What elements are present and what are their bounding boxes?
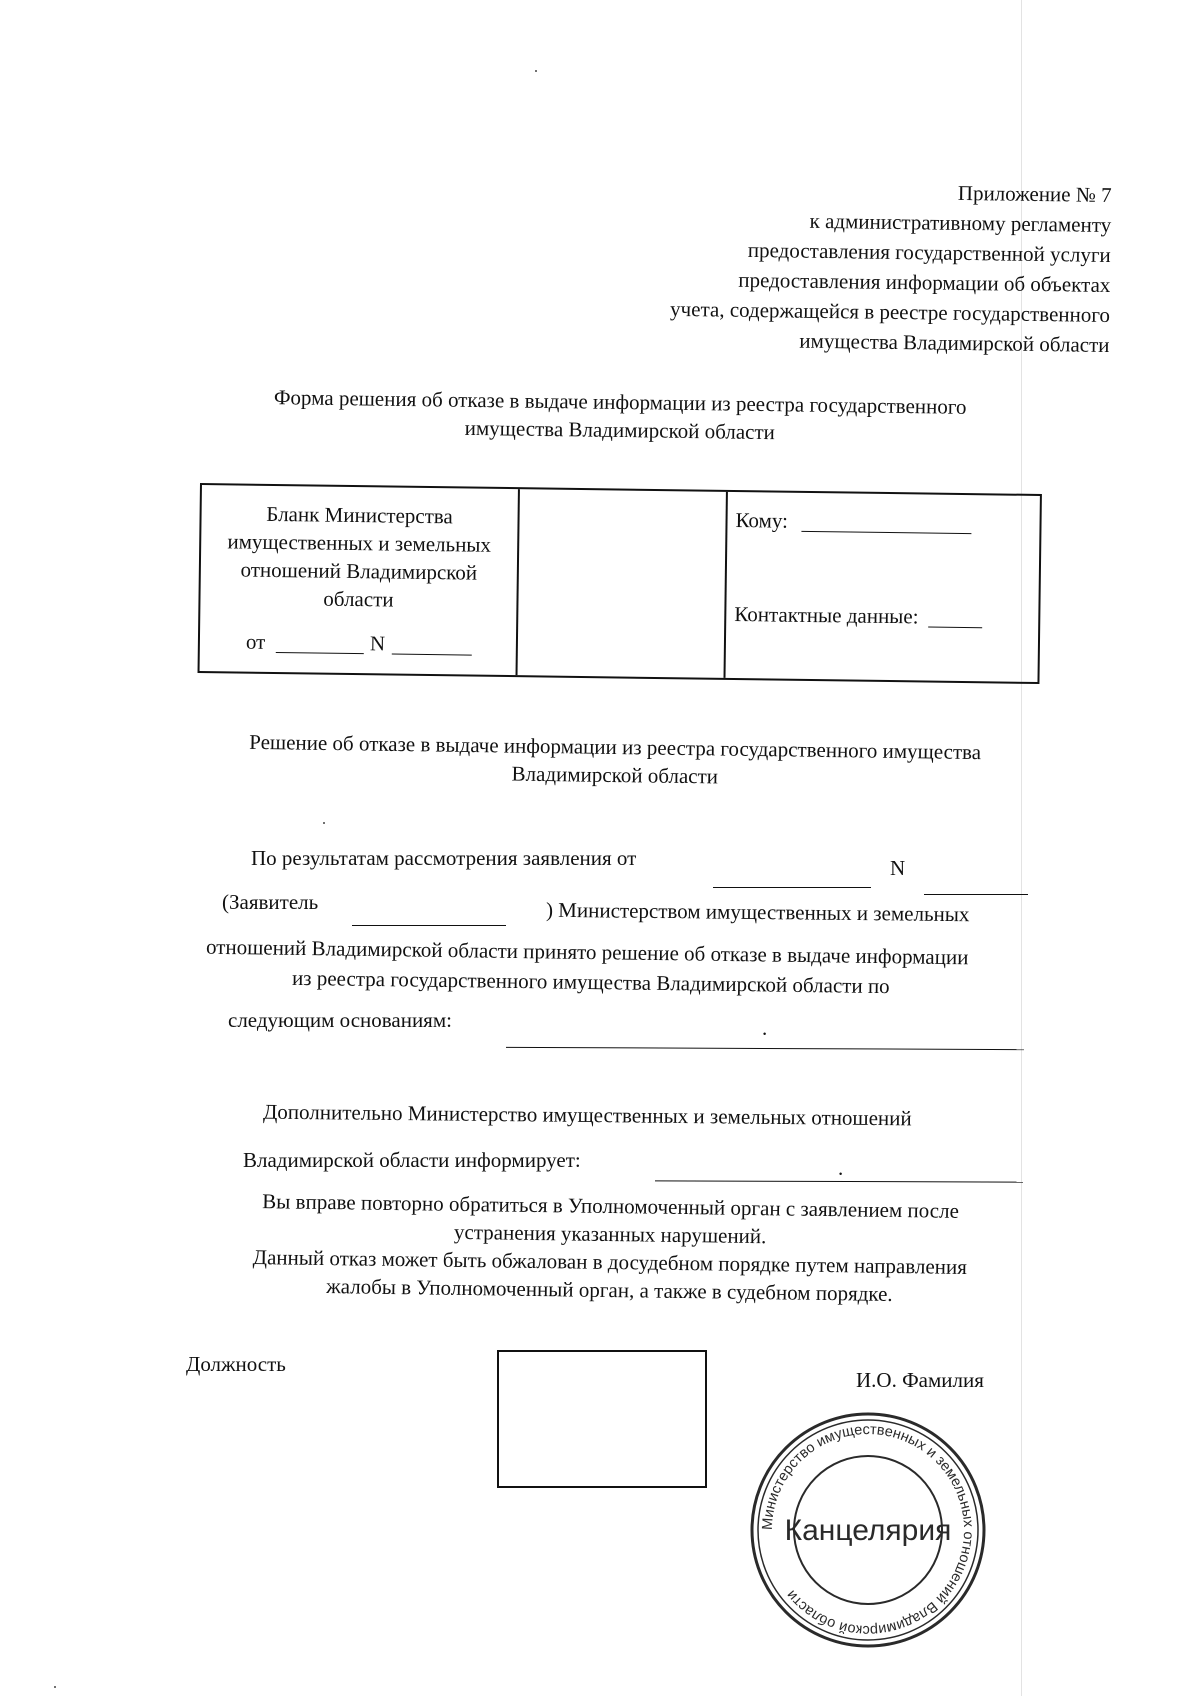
recipient-cell bbox=[723, 492, 1039, 682]
blank-line: Бланк Министерства bbox=[266, 501, 453, 529]
additional-line-1: Дополнительно Министерство имущественных и земельных отношений bbox=[262, 1099, 912, 1131]
stamp-center-text: Канцелярия bbox=[784, 1514, 952, 1547]
grounds-dot: . bbox=[762, 1016, 768, 1040]
blank-line: области bbox=[323, 586, 394, 612]
informs-field-line[interactable] bbox=[655, 1180, 1023, 1182]
signature-box[interactable] bbox=[497, 1350, 707, 1488]
decision-line-2: из реестра государственного имущества Владимирской области по bbox=[291, 965, 890, 999]
number-label: N bbox=[369, 631, 386, 656]
number-field-line[interactable] bbox=[392, 654, 472, 656]
scan-speck bbox=[54, 1686, 56, 1688]
blank-cell bbox=[200, 485, 520, 675]
notice-line: Данный отказ может быть обжалован в досудебном порядке путем направления bbox=[252, 1245, 968, 1279]
appendix-line: предоставления информации об объектах bbox=[738, 267, 1111, 297]
results-text: По результатам рассмотрения заявления от bbox=[251, 846, 637, 870]
notice-line: жалобы в Уполномоченный орган, а также в судебном порядке. bbox=[326, 1274, 893, 1306]
appendix-line: имущества Владимирской области bbox=[799, 328, 1110, 357]
form-title bbox=[240, 383, 1001, 450]
blank-line: имущественных и земельных bbox=[227, 529, 492, 557]
appendix-block bbox=[670, 174, 1112, 360]
application-date-line[interactable] bbox=[713, 887, 871, 888]
form-title-line: имущества Владимирской области bbox=[464, 415, 776, 445]
date-prefix: от bbox=[245, 629, 266, 654]
ministry-blank bbox=[200, 499, 517, 615]
applicant-open: (Заявитель bbox=[222, 890, 319, 914]
date-field-line[interactable] bbox=[276, 652, 364, 654]
additional-line-2: Владимирской области информирует: bbox=[243, 1148, 581, 1172]
applicant-field-line[interactable] bbox=[352, 925, 506, 926]
decision-title-line: Владимирской области bbox=[511, 761, 719, 789]
empty-cell bbox=[516, 489, 728, 678]
office-stamp bbox=[748, 1410, 988, 1650]
notice-block bbox=[199, 1186, 1020, 1309]
header-table bbox=[198, 483, 1042, 684]
appendix-line: к административному регламенту bbox=[809, 208, 1112, 237]
decision-line-1: отношений Владимирской области принято решение об отказе в выдаче информации bbox=[205, 934, 969, 970]
grounds-field-line[interactable] bbox=[506, 1047, 1024, 1050]
appendix-line: учета, содержащейся в реестре государственного bbox=[670, 296, 1111, 327]
ministry-text: ) Министерством имущественных и земельных bbox=[545, 897, 970, 927]
scan-speck bbox=[323, 822, 325, 824]
decision-title bbox=[210, 727, 1021, 794]
stamp-ring-textpath: Министерство имущественных и земельных отношений Владимирской области bbox=[759, 1421, 977, 1639]
blank-line: отношений Владимирской bbox=[240, 557, 478, 585]
application-number-line[interactable] bbox=[924, 894, 1028, 895]
appendix-line: Приложение № 7 bbox=[957, 180, 1112, 207]
contacts-field-line[interactable] bbox=[928, 627, 982, 629]
decision-title-line: Решение об отказе в выдаче информации из реестра государственного имущества bbox=[249, 729, 982, 765]
to-field-line[interactable] bbox=[801, 531, 971, 534]
scan-speck bbox=[535, 70, 537, 72]
form-title-line: Форма решения об отказе в выдаче информации из реестра государственного bbox=[273, 385, 967, 419]
notice-line: Вы вправе повторно обратиться в Уполномоченный орган с заявлением после bbox=[262, 1189, 960, 1223]
notice-line: устранения указанных нарушений. bbox=[453, 1219, 767, 1249]
to-label: Кому: bbox=[735, 508, 789, 533]
name-label: И.О. Фамилия bbox=[856, 1368, 984, 1392]
informs-dot: . bbox=[838, 1156, 844, 1180]
grounds-label: следующим основаниям: bbox=[228, 1008, 452, 1032]
application-number-label: N bbox=[890, 856, 906, 880]
position-label: Должность bbox=[186, 1352, 286, 1376]
appendix-line: предоставления государственной услуги bbox=[747, 237, 1112, 267]
contacts-label: Контактные данные: bbox=[734, 602, 919, 629]
